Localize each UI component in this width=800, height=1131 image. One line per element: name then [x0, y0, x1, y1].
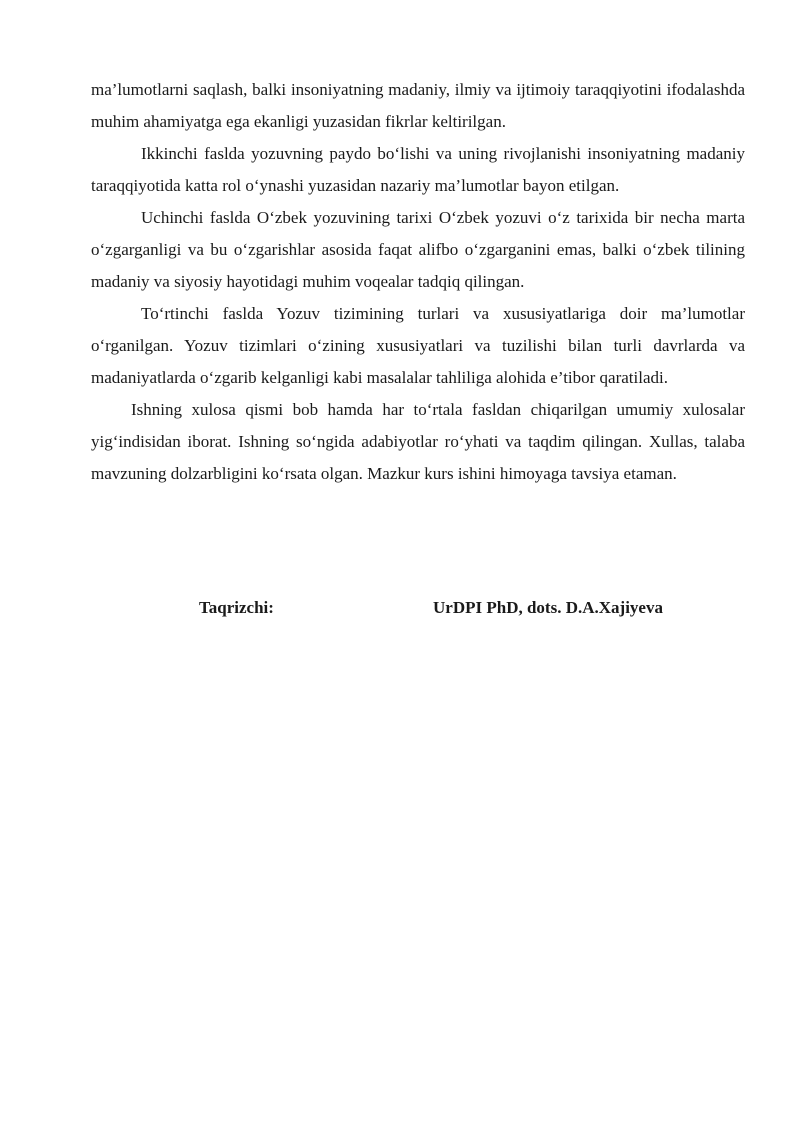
- paragraph-third-chapter: Uchinchi faslda O‘zbek yozuvining tarixi O‘zbek yozuvi o‘z tarixida bir necha marta o‘zgarganligi va bu o‘zgarishlar asosida faqat alifbo o‘zgarganini emas, balki o‘zbek tilining madaniy va siyosiy hayotidagi muhim voqealar tadqiq qilingan.: [91, 208, 745, 291]
- paragraph-fourth-chapter: To‘rtinchi faslda Yozuv tizimining turlari va xususiyatlariga doir ma’lumotlar o‘rganilgan. Yozuv tizimlari o‘zining xususiyatlari va tuzilishi bilan turli davrlarda va madaniyatlarda o‘zgarib kelganligi kabi masalalar tahliliga alohida e’tibor qaratiladi.: [91, 304, 745, 387]
- paragraph-continuation: ma’lumotlarni saqlash, balki insoniyatning madaniy, ilmiy va ijtimoiy taraqqiyotini ifodalashda muhim ahamiyatga ega ekanligi yuzasidan fikrlar keltirilgan.: [91, 80, 745, 131]
- signature-line: [0, 593, 800, 623]
- paragraph-second-chapter: Ikkinchi faslda yozuvning paydo bo‘lishi va uning rivojlanishi insoniyatning madaniy taraqqiyotida katta rol o‘ynashi yuzasidan nazariy ma’lumotlar bayon etilgan.: [91, 144, 745, 195]
- reviewer-label: Taqrizchi:: [199, 598, 274, 617]
- reviewer-name: UrDPI PhD, dots. D.A.Xajiyeva: [433, 598, 663, 617]
- paragraph-conclusion: Ishning xulosa qismi bob hamda har to‘rtala fasldan chiqarilgan umumiy xulosalar yig‘indisidan iborat. Ishning so‘ngida adabiyotlar ro‘yhati va taqdim qilingan. Xullas, talaba mavzuning dolzarbligini ko‘rsata olgan. Mazkur kurs ishini himoyaga tavsiya etaman.: [91, 400, 745, 483]
- document-body: [91, 74, 745, 490]
